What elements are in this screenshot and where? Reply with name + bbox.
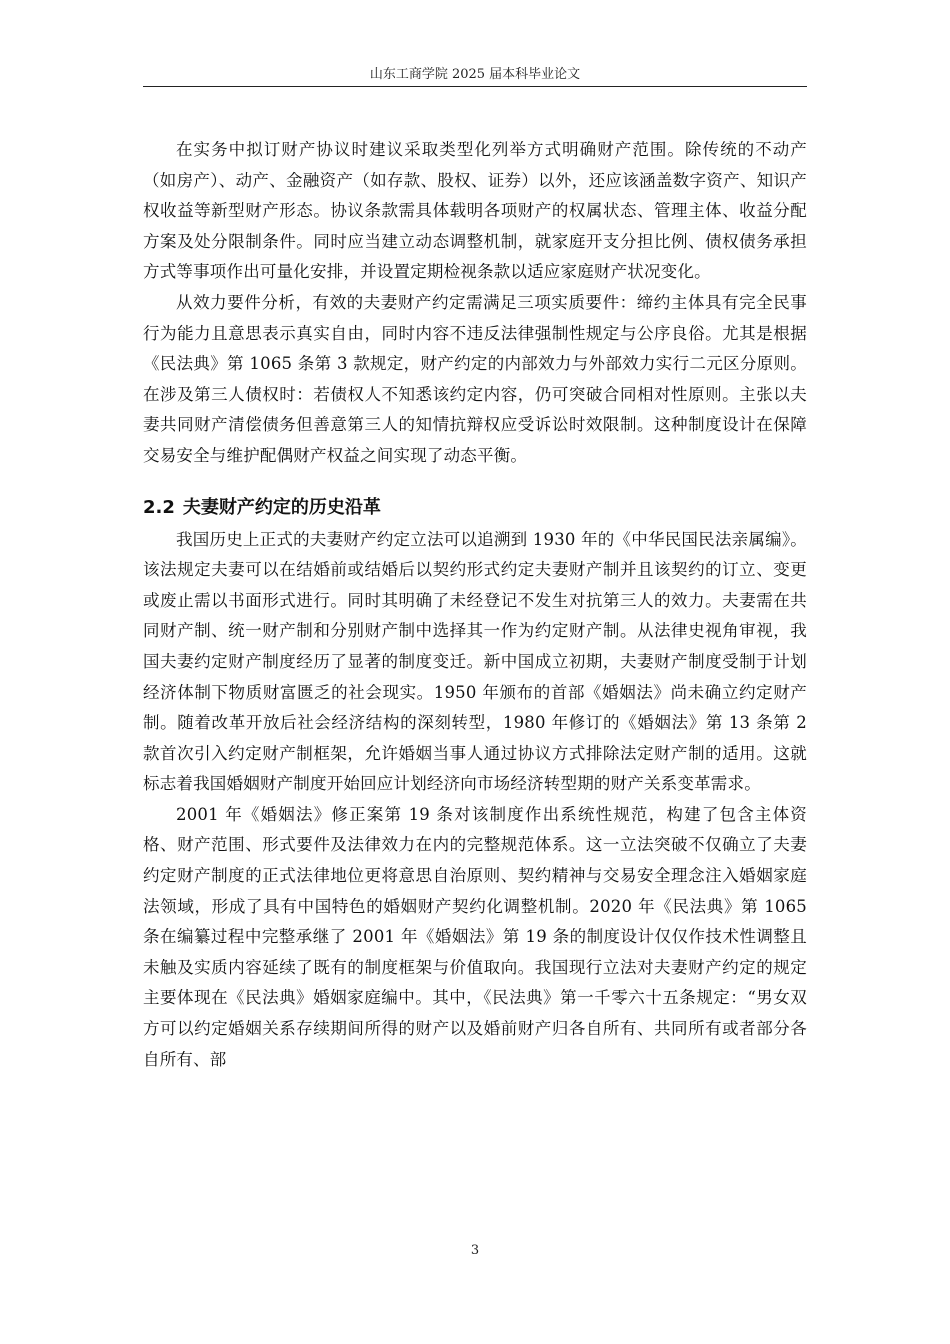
paragraph-1: 在实务中拟订财产协议时建议采取类型化列举方式明确财产范围。除传统的不动产（如房产）、动产、金融资产（如存款、股权、证券）以外，还应该涵盖数字资产、知识产权收益等新型财产形态。协议条款需具体载明各项财产的权属状态、管理主体、收益分配方案及处分限制条件。同时应当建立动态调整机制，就家庭开支分担比例、债权债务承担方式等事项作出可量化安排，并设置定期检视条款以适应家庭财产状况变化。 xyxy=(143,140,807,282)
section-title: 夫妻财产约定的历史沿革 xyxy=(182,496,381,518)
section-heading xyxy=(143,493,807,523)
section-number: 2.2 xyxy=(143,496,175,518)
section-paragraph-2: 2001 年《婚姻法》修正案第 19 条对该制度作出系统性规范，构建了包含主体资格、财产范围、形式要件及法律效力在内的完整规范体系。这一立法突破不仅确立了夫妻约定财产制度的正式法律地位更将意思自治原则、契约精神与交易安全理念注入婚姻家庭法领域，形成了具有中国特色的婚姻财产契约化调整机制。2020 年《民法典》第 1065 条在编纂过程中完整承继了 2001 年《婚姻法》第 19 条的制度设计仅仅作技术性调整且未触及实质内容延续了既有的制度框架与价值取向。我国现行立法对夫妻财产约定的规定主要体现在《民法典》婚姻家庭编中。其中，《民法典》第一千零六十五条规定：“男女双方可以约定婚姻关系存续期间所得的财产以及婚前财产归各自所有、共同所有或者部分各自所有、部 xyxy=(143,804,807,1069)
paragraph-2: 从效力要件分析，有效的夫妻财产约定需满足三项实质要件：缔约主体具有完全民事行为能力且意思表示真实自由，同时内容不违反法律强制性规定与公序良俗。尤其是根据《民法典》第 1065 条第 3 款规定，财产约定的内部效力与外部效力实行二元区分原则。在涉及第三人债权时：若债权人不知悉该约定内容，仍可突破合同相对性原则。主张以夫妻共同财产清偿债务但善意第三人的知情抗辩权应受诉讼时效限制。这种制度设计在保障交易安全与维护配偶财产权益之间实现了动态平衡。 xyxy=(143,292,807,465)
running-header: 山东工商学院 2025 届本科毕业论文 xyxy=(369,67,581,82)
section-paragraph-1: 我国历史上正式的夫妻财产约定立法可以追溯到 1930 年的《中华民国民法亲属编》。该法规定夫妻可以在结婚前或结婚后以契约形式约定夫妻财产制并且该契约的订立、变更或废止需以书面形式进行。同时其明确了未经登记不发生对抗第三人的效力。夫妻需在共同财产制、统一财产制和分别财产制中选择其一作为约定财产制。从法律史视角审视，我国夫妻约定财产制度经历了显著的制度变迁。新中国成立初期，夫妻财产制度受制于计划经济体制下物质财富匮乏的社会现实。1950 年颁布的首部《婚姻法》尚未确立约定财产制。随着改革开放后社会经济结构的深刻转型，1980 年修订的《婚姻法》第 13 条第 2 款首次引入约定财产制框架，允许婚姻当事人通过协议方式排除法定财产制的适用。这就标志着我国婚姻财产制度开始回应计划经济向市场经济转型期的财产关系变革需求。 xyxy=(143,529,807,794)
header-rule xyxy=(143,86,807,87)
page-number: 3 xyxy=(470,1243,480,1258)
body-text xyxy=(143,135,807,1075)
